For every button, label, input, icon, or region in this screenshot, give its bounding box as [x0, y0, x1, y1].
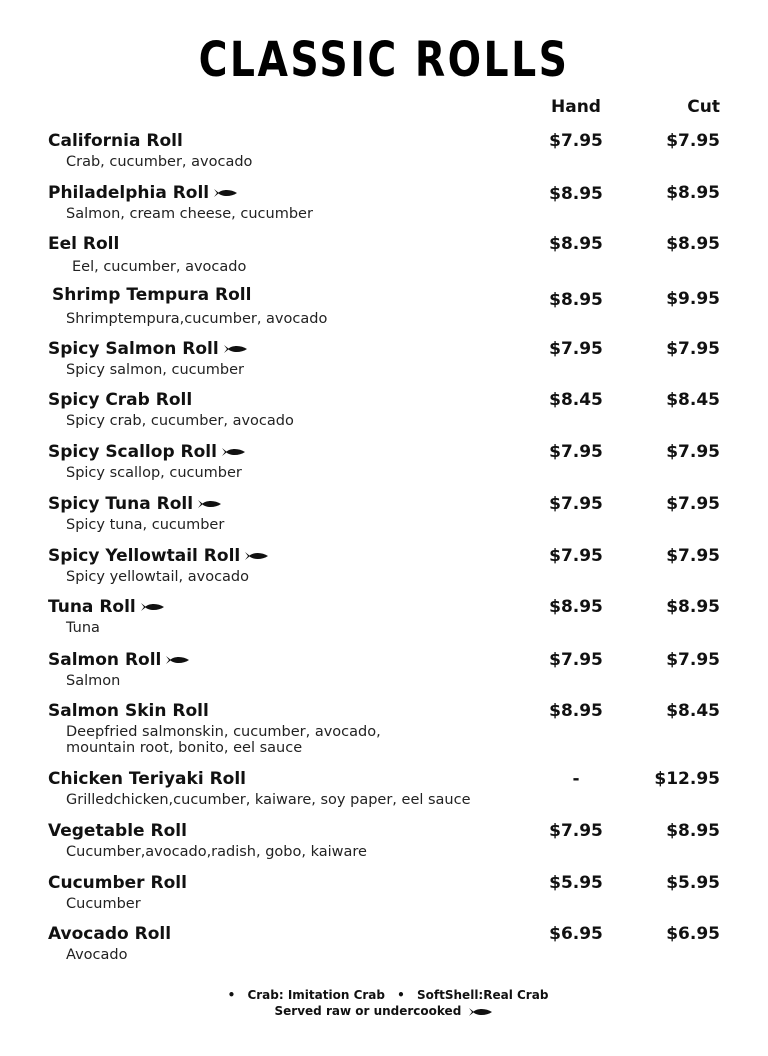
item-price-hand: $7.95	[549, 494, 603, 514]
item-description: Salmon, cream cheese, cucumber	[66, 206, 313, 222]
menu-item	[0, 442, 768, 492]
item-name: Salmon Roll	[48, 650, 191, 670]
item-price-hand: $8.95	[549, 184, 603, 204]
item-name: Spicy Crab Roll	[48, 390, 193, 410]
item-description: Deepfried salmonskin, cucumber, avocado, mountain root, bonito, eel sauce	[66, 724, 381, 756]
menu-item	[0, 285, 768, 335]
item-price-cut: $8.45	[666, 701, 720, 721]
footer-note-crab: Crab: Imitation Crab	[247, 988, 385, 1002]
fish-icon	[223, 344, 249, 354]
item-price-hand: $7.95	[549, 546, 603, 566]
item-price-hand: $8.45	[549, 390, 603, 410]
menu-item	[0, 494, 768, 544]
item-name: Avocado Roll	[48, 924, 172, 944]
item-price-cut: $7.95	[666, 650, 720, 670]
item-name: Salmon Skin Roll	[48, 701, 209, 721]
item-name: Spicy Scallop Roll	[48, 442, 247, 462]
item-description: Crab, cucumber, avocado	[66, 154, 253, 170]
menu-item	[0, 339, 768, 389]
item-name: Vegetable Roll	[48, 821, 187, 841]
item-name: Spicy Salmon Roll	[48, 339, 249, 359]
item-description: Eel, cucumber, avocado	[72, 259, 247, 275]
menu-item	[0, 821, 768, 871]
item-description: Spicy crab, cucumber, avocado	[66, 413, 294, 429]
item-description: Shrimptempura,cucumber, avocado	[66, 311, 328, 327]
footer-note-raw: Served raw or undercooked	[274, 1004, 462, 1018]
footer-notes: • Crab: Imitation Crab • SoftShell:Real Crab	[227, 988, 549, 1002]
item-price-hand: $8.95	[549, 597, 603, 617]
item-description: Spicy yellowtail, avocado	[66, 569, 250, 585]
item-price-hand: -	[572, 769, 580, 789]
menu-item	[0, 924, 768, 974]
item-price-cut: $12.95	[654, 769, 720, 789]
item-description: Cucumber,avocado,radish, gobo, kaiware	[66, 844, 367, 860]
footer-note-softshell: SoftShell:Real Crab	[417, 988, 549, 1002]
item-price-cut: $8.45	[666, 390, 720, 410]
menu-item	[0, 701, 768, 756]
menu-item	[0, 183, 768, 233]
item-price-hand: $8.95	[549, 701, 603, 721]
fish-icon	[213, 188, 239, 198]
item-price-cut: $8.95	[666, 234, 720, 254]
menu-item	[0, 390, 768, 440]
page-title: CLASSIC ROLLS	[198, 32, 570, 88]
fish-icon	[221, 447, 247, 457]
item-price-cut: $6.95	[666, 924, 720, 944]
item-price-hand: $8.95	[549, 234, 603, 254]
menu-item	[0, 650, 768, 700]
item-description: Salmon	[66, 673, 121, 689]
menu-item	[0, 131, 768, 181]
item-price-hand: $8.95	[549, 290, 603, 310]
item-name: Tuna Roll	[48, 597, 166, 617]
item-price-cut: $7.95	[666, 546, 720, 566]
item-price-hand: $5.95	[549, 873, 603, 893]
item-price-hand: $7.95	[549, 442, 603, 462]
item-name: California Roll	[48, 131, 183, 151]
item-name: Shrimp Tempura Roll	[52, 285, 252, 305]
item-price-cut: $8.95	[666, 821, 720, 841]
item-description: Avocado	[66, 947, 128, 963]
item-name: Philadelphia Roll	[48, 183, 239, 203]
menu-item	[0, 546, 768, 596]
item-price-hand: $7.95	[549, 131, 603, 151]
fish-icon	[469, 1007, 493, 1017]
item-price-cut: $7.95	[666, 339, 720, 359]
item-name: Spicy Yellowtail Roll	[48, 546, 270, 566]
fish-icon	[197, 499, 223, 509]
item-price-cut: $7.95	[666, 131, 720, 151]
menu-item	[0, 873, 768, 923]
column-header-cut: Cut	[687, 97, 720, 117]
item-price-cut: $8.95	[666, 183, 720, 203]
fish-icon	[165, 655, 191, 665]
menu-item	[0, 769, 768, 819]
footer-raw-note	[0, 1004, 768, 1018]
item-price-cut: $5.95	[666, 873, 720, 893]
item-price-hand: $7.95	[549, 650, 603, 670]
item-description: Spicy tuna, cucumber	[66, 517, 225, 533]
item-price-cut: $8.95	[666, 597, 720, 617]
item-price-hand: $7.95	[549, 339, 603, 359]
item-description: Tuna	[66, 620, 100, 636]
item-name: Spicy Tuna Roll	[48, 494, 223, 514]
item-price-cut: $7.95	[666, 494, 720, 514]
item-price-cut: $9.95	[666, 289, 720, 309]
item-price-hand: $6.95	[549, 924, 603, 944]
item-name: Eel Roll	[48, 234, 120, 254]
item-price-hand: $7.95	[549, 821, 603, 841]
fish-icon	[140, 602, 166, 612]
item-description: Grilledchicken,cucumber, kaiware, soy paper, eel sauce	[66, 792, 471, 808]
item-description: Spicy salmon, cucumber	[66, 362, 245, 378]
item-description: Cucumber	[66, 896, 141, 912]
column-header-hand: Hand	[551, 97, 601, 117]
item-name: Chicken Teriyaki Roll	[48, 769, 246, 789]
item-name: Cucumber Roll	[48, 873, 187, 893]
item-description: Spicy scallop, cucumber	[66, 465, 242, 481]
menu-item	[0, 234, 768, 284]
fish-icon	[244, 551, 270, 561]
item-price-cut: $7.95	[666, 442, 720, 462]
menu-item	[0, 597, 768, 647]
